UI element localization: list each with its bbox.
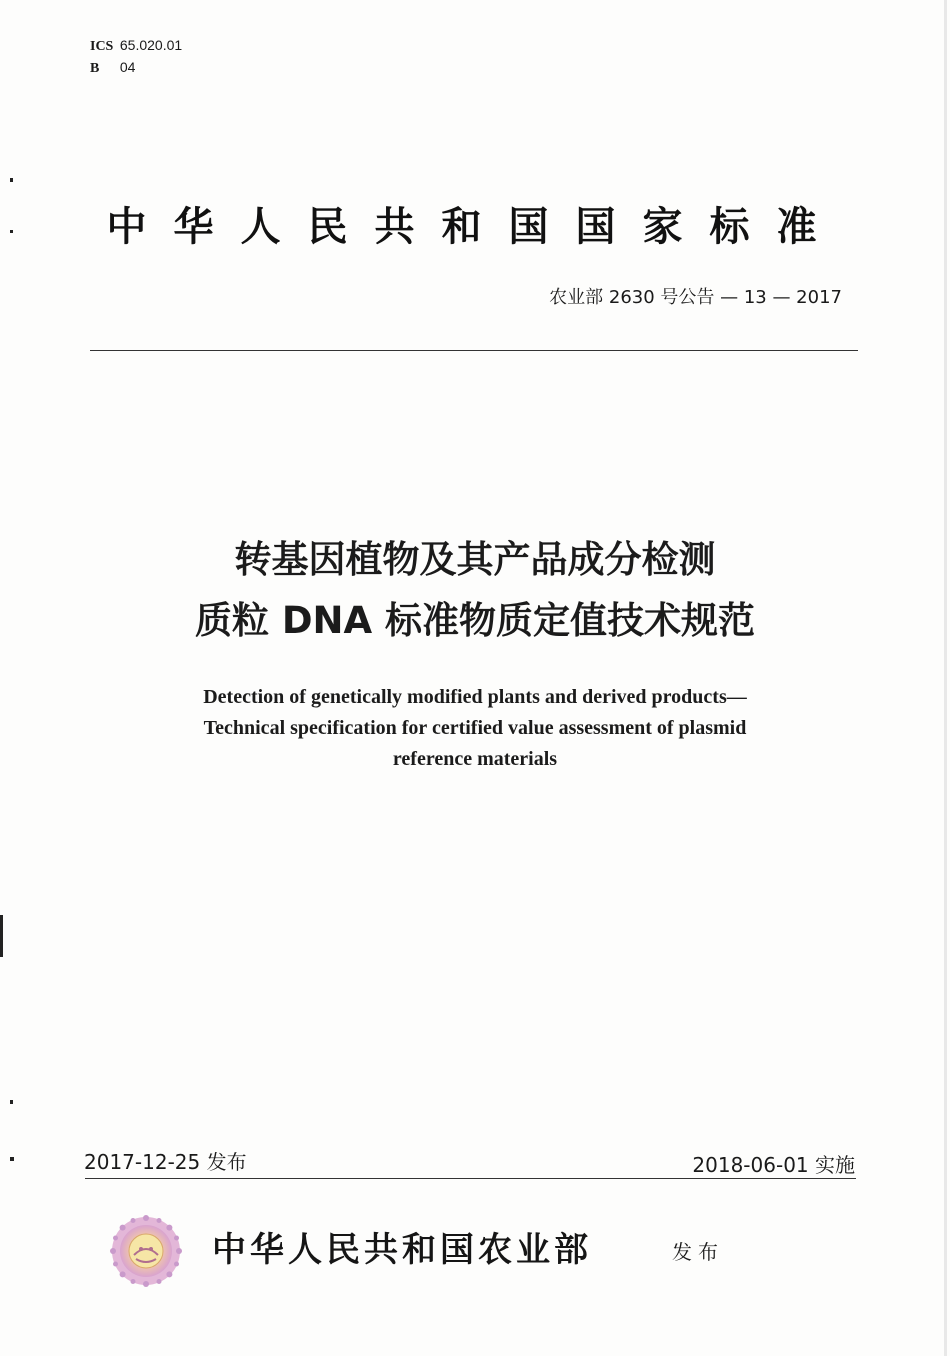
scan-artifact <box>10 230 13 233</box>
ccs-code-line <box>90 57 182 79</box>
chinese-title-line-2: 质粒 DNA 标准物质定值技术规范 <box>194 599 756 642</box>
ccs-label: B <box>90 61 100 76</box>
scan-artifact <box>10 1100 13 1104</box>
ministry-emblem-icon <box>110 1215 182 1287</box>
english-title-line-2: Technical specification for certified value assessment of plasmid <box>203 717 747 739</box>
ics-code-line <box>90 35 182 57</box>
standard-number: 农业部 2630 号公告 — 13 — 2017 <box>549 287 842 308</box>
chinese-title-line-1: 转基因植物及其产品成分检测 <box>234 538 716 581</box>
ics-value: 65.020.01 <box>119 37 183 53</box>
implementation-date: 2018-06-01 实施 <box>692 1153 855 1177</box>
scan-artifact <box>10 1157 14 1161</box>
issuing-ministry: 中华人民共和国农业部 <box>212 1230 592 1270</box>
scan-artifact <box>10 178 13 182</box>
english-title <box>90 682 860 775</box>
scan-artifact <box>0 915 3 957</box>
classification-codes <box>90 35 182 79</box>
ccs-value: 04 <box>119 59 136 75</box>
english-title-line-3: reference materials <box>392 748 558 770</box>
issue-date: 2017-12-25 发布 <box>84 1150 247 1174</box>
publish-label: 发布 <box>672 1240 724 1264</box>
english-title-line-1: Detection of genetically modified plants and derived products— <box>203 686 747 708</box>
national-standard-heading: 中华人民共和国国家标准 <box>106 204 844 250</box>
bottom-divider <box>85 1178 856 1179</box>
scan-artifact <box>944 0 947 1356</box>
top-divider <box>90 350 858 351</box>
ics-label: ICS <box>90 39 114 54</box>
